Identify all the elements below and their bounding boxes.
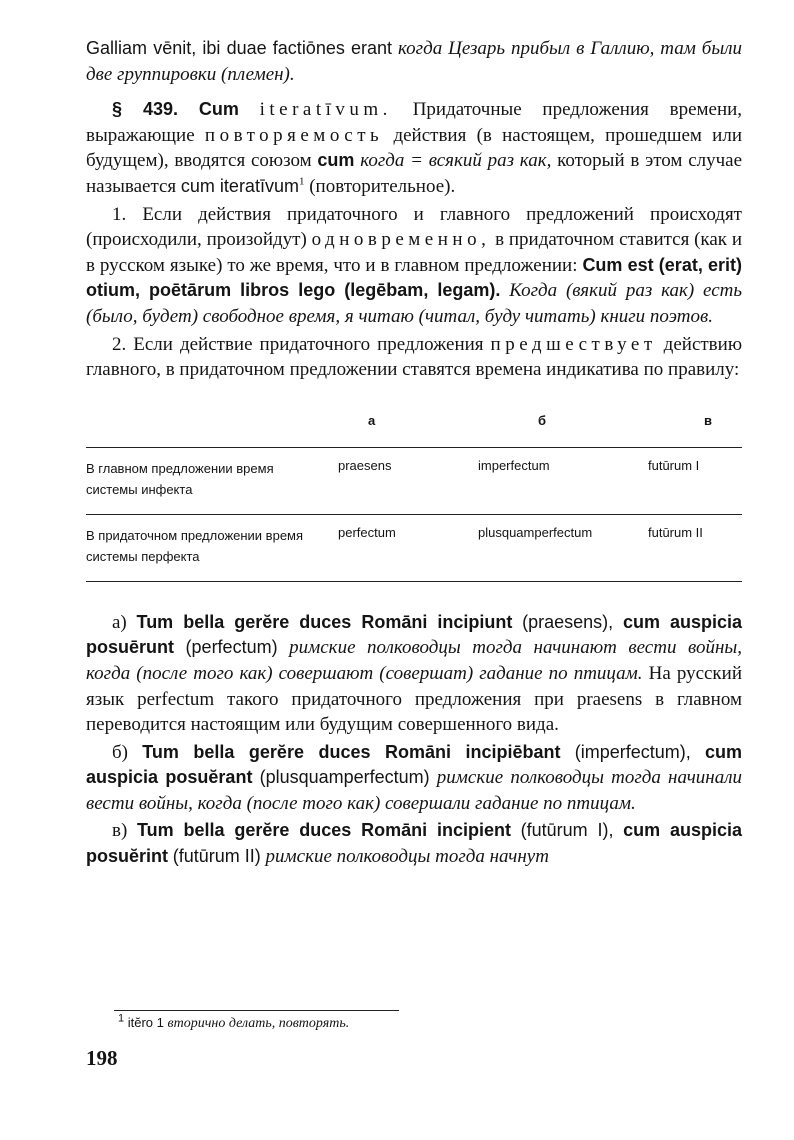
footnote-rule <box>114 1010 399 1011</box>
russian-translation: когда Цезарь прибыл в Галлию, там были две группировки (племен). <box>86 38 743 85</box>
rule-1 <box>86 202 742 330</box>
footnote-number: 1 <box>118 1012 125 1025</box>
grammar-label: (perfectum) <box>185 637 278 658</box>
table-row <box>86 515 742 581</box>
latin-example: cum auspicia posuĕrant <box>86 741 743 788</box>
grammar-label: (futūrum II) <box>172 846 261 867</box>
body-text: 1. Если действия придаточного и главного предложений происходят (происходили, произойдут) <box>86 203 742 251</box>
column-header-b: б <box>538 412 547 428</box>
section-cum: Cum <box>198 99 239 120</box>
row-label: В придаточном предложении время системы перфекта <box>86 527 304 564</box>
cell-a: praesens <box>338 457 392 473</box>
cell-a: perfectum <box>338 524 396 540</box>
footnote <box>118 1012 742 1032</box>
body-text: (повторительное). <box>309 175 456 197</box>
table-row <box>86 448 742 514</box>
table-header <box>86 409 742 447</box>
body-text: в придаточном ставится (как и в русском языке) то же время, что и в главном предложении: <box>86 229 742 276</box>
latin-text: Galliam vēnit, ibi duae factiōnes erant <box>86 38 393 58</box>
latin-example: cum auspicia posuĕrint <box>86 820 743 867</box>
spaced-word: предшествует <box>490 333 657 355</box>
body-text: который в этом случае называется <box>86 150 743 197</box>
example-c <box>86 818 742 869</box>
russian-translation: римские полководцы тогда начинают вести войны, когда (после того как) совершают (совершат) гадание по птицам. <box>86 637 743 684</box>
footnote-area <box>86 1010 742 1032</box>
grammar-label: (futūrum I), <box>520 820 614 841</box>
latin-example: Tum bella gerĕre duces Romāni incipiēbant <box>142 741 561 762</box>
grammar-label: (praesens), <box>522 611 614 632</box>
footnote-marker: 1 <box>298 175 305 188</box>
rule-2 <box>86 332 742 383</box>
cell-b: plusquamperfectum <box>478 524 593 540</box>
page-body <box>86 36 742 870</box>
tense-table <box>86 409 742 582</box>
russian-translation: римские полководцы тогда начнут <box>265 846 549 868</box>
example-marker: в) <box>112 820 128 842</box>
page-number: 198 <box>86 1046 118 1070</box>
latin-example: Tum bella gerĕre duces Romāni incipient <box>136 820 511 841</box>
italic-gloss: когда = всякий раз как, <box>360 150 552 172</box>
grammar-label: (plusquamperfectum) <box>259 767 430 788</box>
latin-example: Tum bella gerĕre duces Romāni incipiunt <box>136 611 513 632</box>
spaced-word: одновременно, <box>311 229 491 251</box>
example-marker: а) <box>112 611 127 633</box>
section-439 <box>86 97 742 199</box>
section-term: iteratīvum. <box>259 99 392 121</box>
section-number: § 439. <box>112 99 179 120</box>
russian-translation: Когда (вякий раз как) есть (было, будет) свободное время, я читаю (читал, буду читать) книги поэтов. <box>86 280 742 327</box>
cell-b: imperfectum <box>478 457 550 473</box>
body-text: действию главного, в придаточном предложении ставятся времена индикатива по правилу: <box>86 333 743 381</box>
table-rule <box>86 581 742 582</box>
latin-cum: cum <box>317 150 355 171</box>
paragraph-continuation <box>86 36 742 87</box>
example-a <box>86 610 742 738</box>
latin-example: Cum est (erat, erit) otium, poētārum libros lego (legēbam, legam). <box>86 254 743 301</box>
footnote-gloss: вторично делать, повторять. <box>167 1016 350 1031</box>
body-text: 2. Если действие придаточного предложения <box>112 333 484 355</box>
footnote-word: itĕro 1 <box>127 1015 164 1030</box>
example-b <box>86 740 742 817</box>
example-marker: б) <box>112 741 128 763</box>
grammar-label: (imperfectum), <box>574 741 691 762</box>
cell-c: futūrum I <box>648 457 700 473</box>
column-header-c: в <box>704 412 712 428</box>
body-text: Придаточные предложения времени, выражающие <box>86 99 743 146</box>
body-text: На русский язык perfectum такого придаточного предложения при praesens в главном переводится настоящим или будущим совершенного вида. <box>86 662 743 736</box>
latin-term: cum iteratīvum <box>180 175 299 196</box>
russian-translation: римские полководцы тогда начинали вести войны, когда (после того как) совершали гадание по птицам. <box>86 767 742 814</box>
row-label: В главном предложении время системы инфекта <box>86 460 274 497</box>
body-text: действия (в настоящем, прошедшем или будущем), вводятся союзом <box>86 124 742 172</box>
latin-example: cum auspicia posuērunt <box>86 611 742 658</box>
cell-c: futūrum II <box>648 524 703 540</box>
column-header-a: а <box>368 412 376 428</box>
spaced-word: повторяемость <box>204 124 384 146</box>
